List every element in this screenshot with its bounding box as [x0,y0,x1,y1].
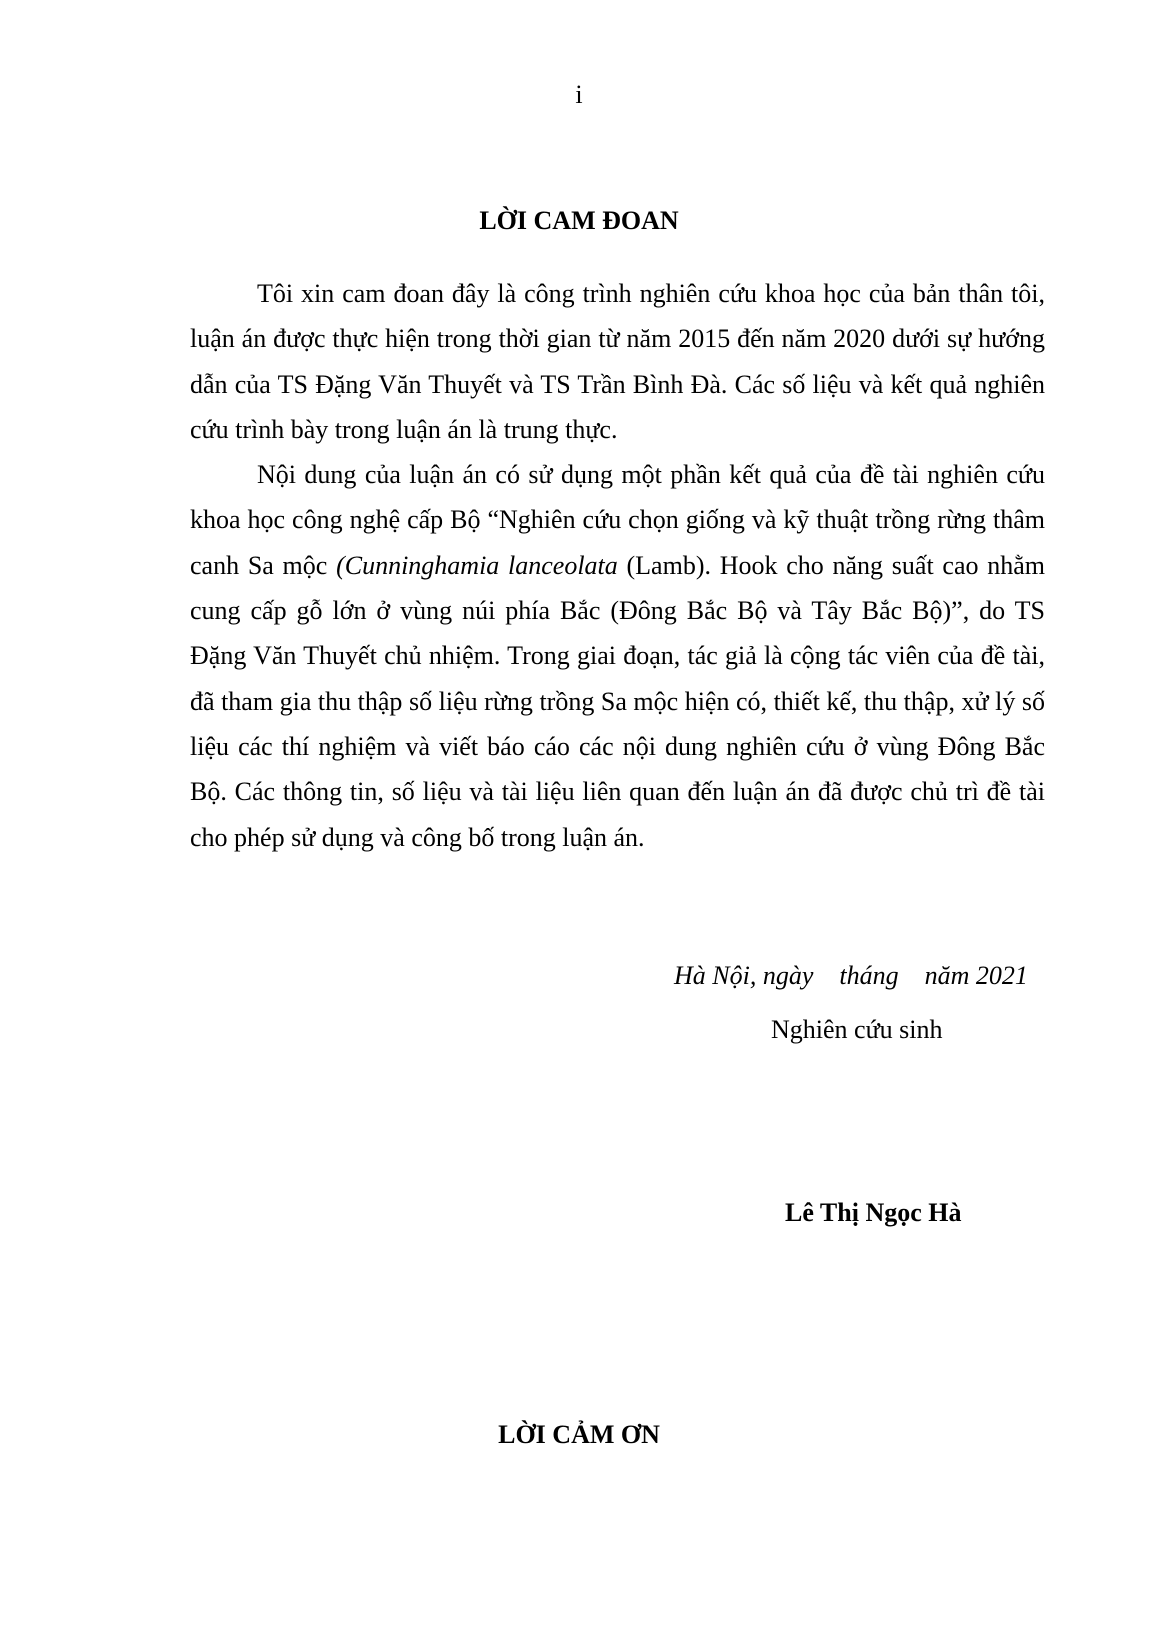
page-number: i [575,80,583,109]
paragraph-2-text-end: (Lamb). Hook cho năng suất cao nhằm cung cấp gỗ lớn ở vùng núi phía Bắc (Đông Bắc Bộ và Tây Bắc Bộ)”, do TS Đặng Văn Thuyết chủ nhiệm. Trong giai đoạn, tác giả là cộng tác viên của đề tài, đã tham gia thu thập số liệu rừng trồng Sa mộc hiện có, thiết kế, thu thập, xử lý số liệu các thí nghiệm và viết báo cáo các nội dung nghiên cứu ở vùng Đông Bắc Bộ. Các thông tin, số liệu và tài liệu liên quan đến luận án đã được chủ trì đề tài cho phép sử dụng và công bố trong luận án. [190,550,1045,852]
declaration-body [190,271,1045,860]
signer-role: Nghiên cứu sinh [771,1015,943,1044]
acknowledgement-title: LỜI CẢM ƠN [498,1420,660,1449]
declaration-paragraph-2 [190,452,1045,860]
paragraph-2-text-start: Nội dung của luận án có sử dụng một phần kết quả của đề tài nghiên cứu khoa học công nghệ cấp Bộ “Nghiên cứu chọn giống và kỹ thuật trồng rừng thâm canh Sa mộc [190,460,1045,580]
place-date: Hà Nội, ngày tháng năm 2021 [674,961,1028,990]
declaration-title: LỜI CAM ĐOAN [479,206,679,235]
author-name: Lê Thị Ngọc Hà [785,1198,962,1227]
declaration-paragraph-1: Tôi xin cam đoan đây là công trình nghiên cứu khoa học của bản thân tôi, luận án được thực hiện trong thời gian từ năm 2015 đến năm 2020 dưới sự hướng dẫn của TS Đặng Văn Thuyết và TS Trần Bình Đà. Các số liệu và kết quả nghiên cứu trình bày trong luận án là trung thực. [190,279,1045,444]
species-name: (Cunninghamia lanceolata [336,550,618,580]
